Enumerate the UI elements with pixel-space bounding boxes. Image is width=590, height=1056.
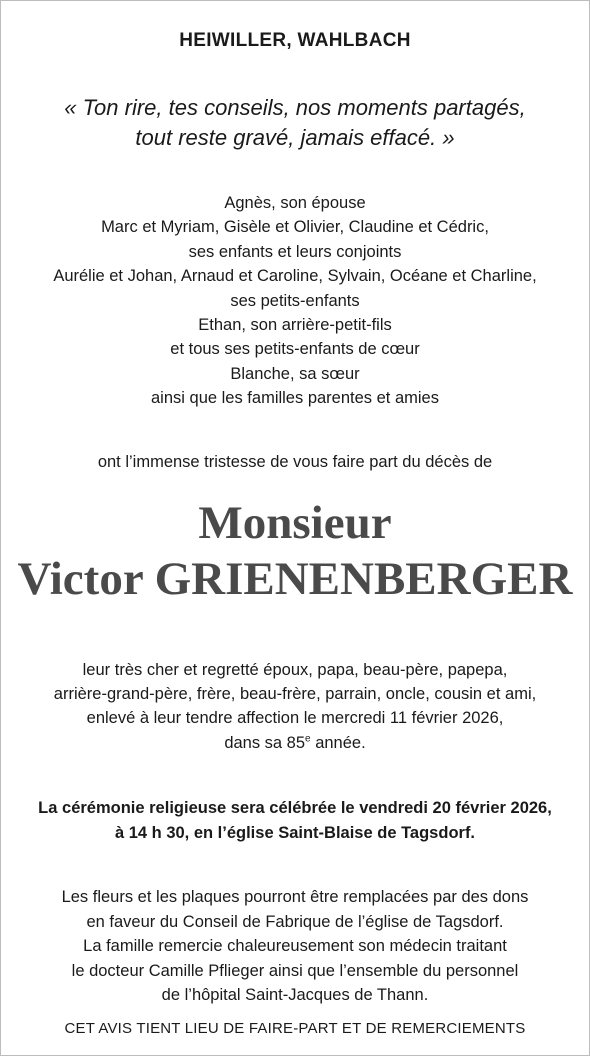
flowers-line: La famille remercie chaleureusement son médecin traitant bbox=[83, 937, 507, 956]
family-line: Aurélie et Johan, Arnaud et Caroline, Sylvain, Océane et Charline, bbox=[53, 267, 537, 286]
family-line: Ethan, son arrière-petit-fils bbox=[198, 316, 392, 335]
family-line: ses enfants et leurs conjoints bbox=[188, 242, 402, 261]
flowers-line: Les fleurs et les plaques pourront être remplacées par des dons bbox=[61, 888, 529, 906]
family-line: Marc et Myriam, Gisèle et Olivier, Claudine et Cédric, bbox=[101, 218, 489, 237]
footer-notice: CET AVIS TIENT LIEU DE FAIRE-PART ET DE REMERCIEMENTS bbox=[64, 1020, 526, 1037]
flowers-line: en faveur du Conseil de Fabrique de l’église de Tagsdorf. bbox=[86, 912, 504, 931]
location-heading: HEIWILLER, WAHLBACH bbox=[179, 30, 411, 51]
flowers-line: de l’hôpital Saint-Jacques de Thann. bbox=[161, 986, 429, 1005]
family-line: et tous ses petits-enfants de cœur bbox=[170, 340, 420, 359]
quote-line: tout reste gravé, jamais effacé. » bbox=[135, 125, 455, 150]
ceremony-info bbox=[1, 796, 589, 845]
tribute-line: arrière-grand-père, frère, beau-frère, parrain, oncle, cousin et ami, bbox=[53, 685, 537, 704]
deceased-title: Monsieur bbox=[198, 497, 392, 549]
flowers-line: le docteur Camille Pflieger ainsi que l’ensemble du personnel bbox=[71, 961, 519, 980]
ceremony-line: à 14 h 30, en l’église Saint-Blaise de Tagsdorf. bbox=[114, 823, 476, 842]
ceremony-line: La cérémonie religieuse sera célébrée le vendredi 20 février 2026, bbox=[38, 799, 552, 817]
flowers-donation-text bbox=[1, 885, 589, 1008]
announcement-text: ont l’immense tristesse de vous faire part du décès de bbox=[97, 453, 493, 471]
family-line: Blanche, sa sœur bbox=[230, 364, 360, 383]
deceased-name: Victor GRIENENBERGER bbox=[17, 553, 573, 605]
tribute-text bbox=[1, 658, 589, 755]
age-line bbox=[1, 731, 589, 755]
age-suffix: année. bbox=[310, 733, 366, 752]
deceased-name-block bbox=[1, 495, 589, 607]
tribute-line: enlevé à leur tendre affection le mercredi 11 février 2026, bbox=[86, 709, 504, 728]
epitaph-quote bbox=[1, 93, 589, 153]
family-line: ainsi que les familles parentes et amies bbox=[151, 389, 439, 408]
age-superscript: e bbox=[305, 733, 311, 745]
family-list bbox=[1, 191, 589, 411]
family-line: ses petits-enfants bbox=[230, 291, 360, 310]
tribute-line: leur très cher et regretté époux, papa, beau-père, papepa, bbox=[82, 661, 508, 679]
quote-line: « Ton rire, tes conseils, nos moments partagés, bbox=[64, 95, 526, 120]
age-prefix: dans sa 85 bbox=[224, 733, 306, 752]
family-line: Agnès, son épouse bbox=[224, 194, 366, 212]
